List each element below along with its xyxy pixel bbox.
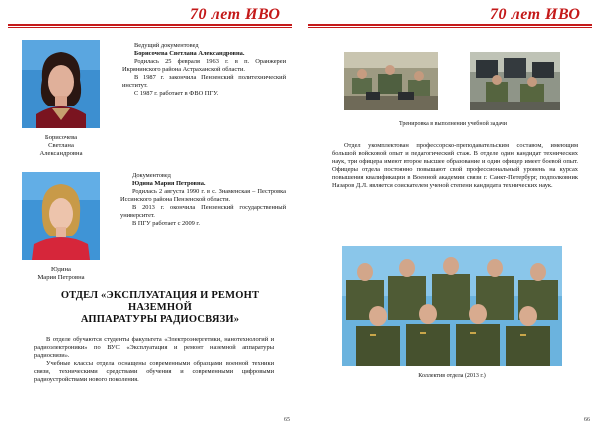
header-title: 70 лет ИВО (190, 6, 281, 23)
group-photo (342, 246, 562, 366)
training-caption: Тренировка в выполнении учебной задачи (398, 121, 508, 127)
caption-line: Борисочева (44, 134, 78, 141)
section-paragraph: Учебные классы отдела оснащены современными образцами военной техники связи, техническими средствами обучения и современными цифровыми радиоустройствами нового поколения. (34, 360, 274, 383)
department-description (332, 142, 578, 190)
heading-line: АППАРАТУРЫ РАДИОСВЯЗИ» (80, 314, 240, 325)
caption-borisocheva (14, 134, 108, 158)
bio-position: Документовед (132, 172, 171, 179)
bio-birth: Родилась 25 февраля 1963 г. в п. Оранжереи Икрянинского района Астраханской области. (122, 58, 286, 73)
header-rule-thin (308, 27, 592, 28)
caption-yudina (14, 266, 108, 282)
heading-line: ОТДЕЛ «ЭКСПЛУАТАЦИЯ И РЕМОНТ (60, 290, 260, 301)
section-heading (40, 290, 280, 326)
section-paragraph: В отделе обучаются студенты факультета «Электроэнергетики, нанотехнологий и радиоэлектроники» по ВУС «Эксплуатация и ремонт наземной аппаратуры радиосвязи». (34, 336, 274, 359)
bio-yudina (120, 172, 286, 228)
bio-education: В 2013 г. окончила Пензенский государственный университет. (120, 204, 286, 219)
page-number-left: 65 (284, 417, 290, 423)
section-text (34, 336, 274, 384)
caption-line: Мария Петровна (37, 274, 85, 281)
bio-birth: Родилась 2 августа 1990 г. в с. Знаменская – Пестровка Иссинского района Пензенской области. (120, 188, 286, 203)
header-rule (8, 24, 292, 26)
portrait-borisocheva (22, 40, 100, 128)
page-number-right: 66 (584, 417, 590, 423)
heading-line: НАЗЕМНОЙ (127, 302, 193, 313)
bio-education: В 1987 г. закончила Пензенский политехнический институт. (122, 74, 286, 89)
training-photo-1 (344, 52, 438, 110)
bio-borisocheva (122, 42, 286, 98)
portrait-yudina (22, 172, 100, 260)
caption-line: Юдина (51, 266, 71, 273)
description-paragraph: Отдел укомплектован профессорско-преподавательским составом, имеющим большой войсковой опыт и педагогический стаж. В отделе один кандидат технических наук, три офицера имеют второе высшее образование и один офицер имеет боевой опыт. Офицеры отдела постоянно повышают свой профессиональный уровень на курсах повышения квалификации в Военной академии связи г. Санкт-Петербург, подполковник Назаров Д.Л. является соискателем ученой степени кандидата технических наук. (332, 142, 578, 189)
caption-line: Светлана (48, 142, 74, 149)
bio-name: Борисочева Светлана Александровна. (134, 50, 245, 57)
bio-work: С 1987 г. работает в ФВО ПГУ. (134, 90, 219, 97)
header-rule (308, 24, 592, 26)
header-rule-thin (8, 27, 292, 28)
bio-work: В ПГУ работает с 2009 г. (132, 220, 200, 227)
bio-position: Ведущий документовед (134, 42, 199, 49)
bio-name: Юдина Мария Петровна. (132, 180, 206, 187)
caption-line: Александровна (39, 150, 83, 157)
right-page (300, 0, 600, 433)
group-caption: Коллектив отдела (2013 г.) (418, 373, 486, 379)
training-photo-2 (470, 52, 560, 110)
header-title: 70 лет ИВО (490, 6, 581, 23)
